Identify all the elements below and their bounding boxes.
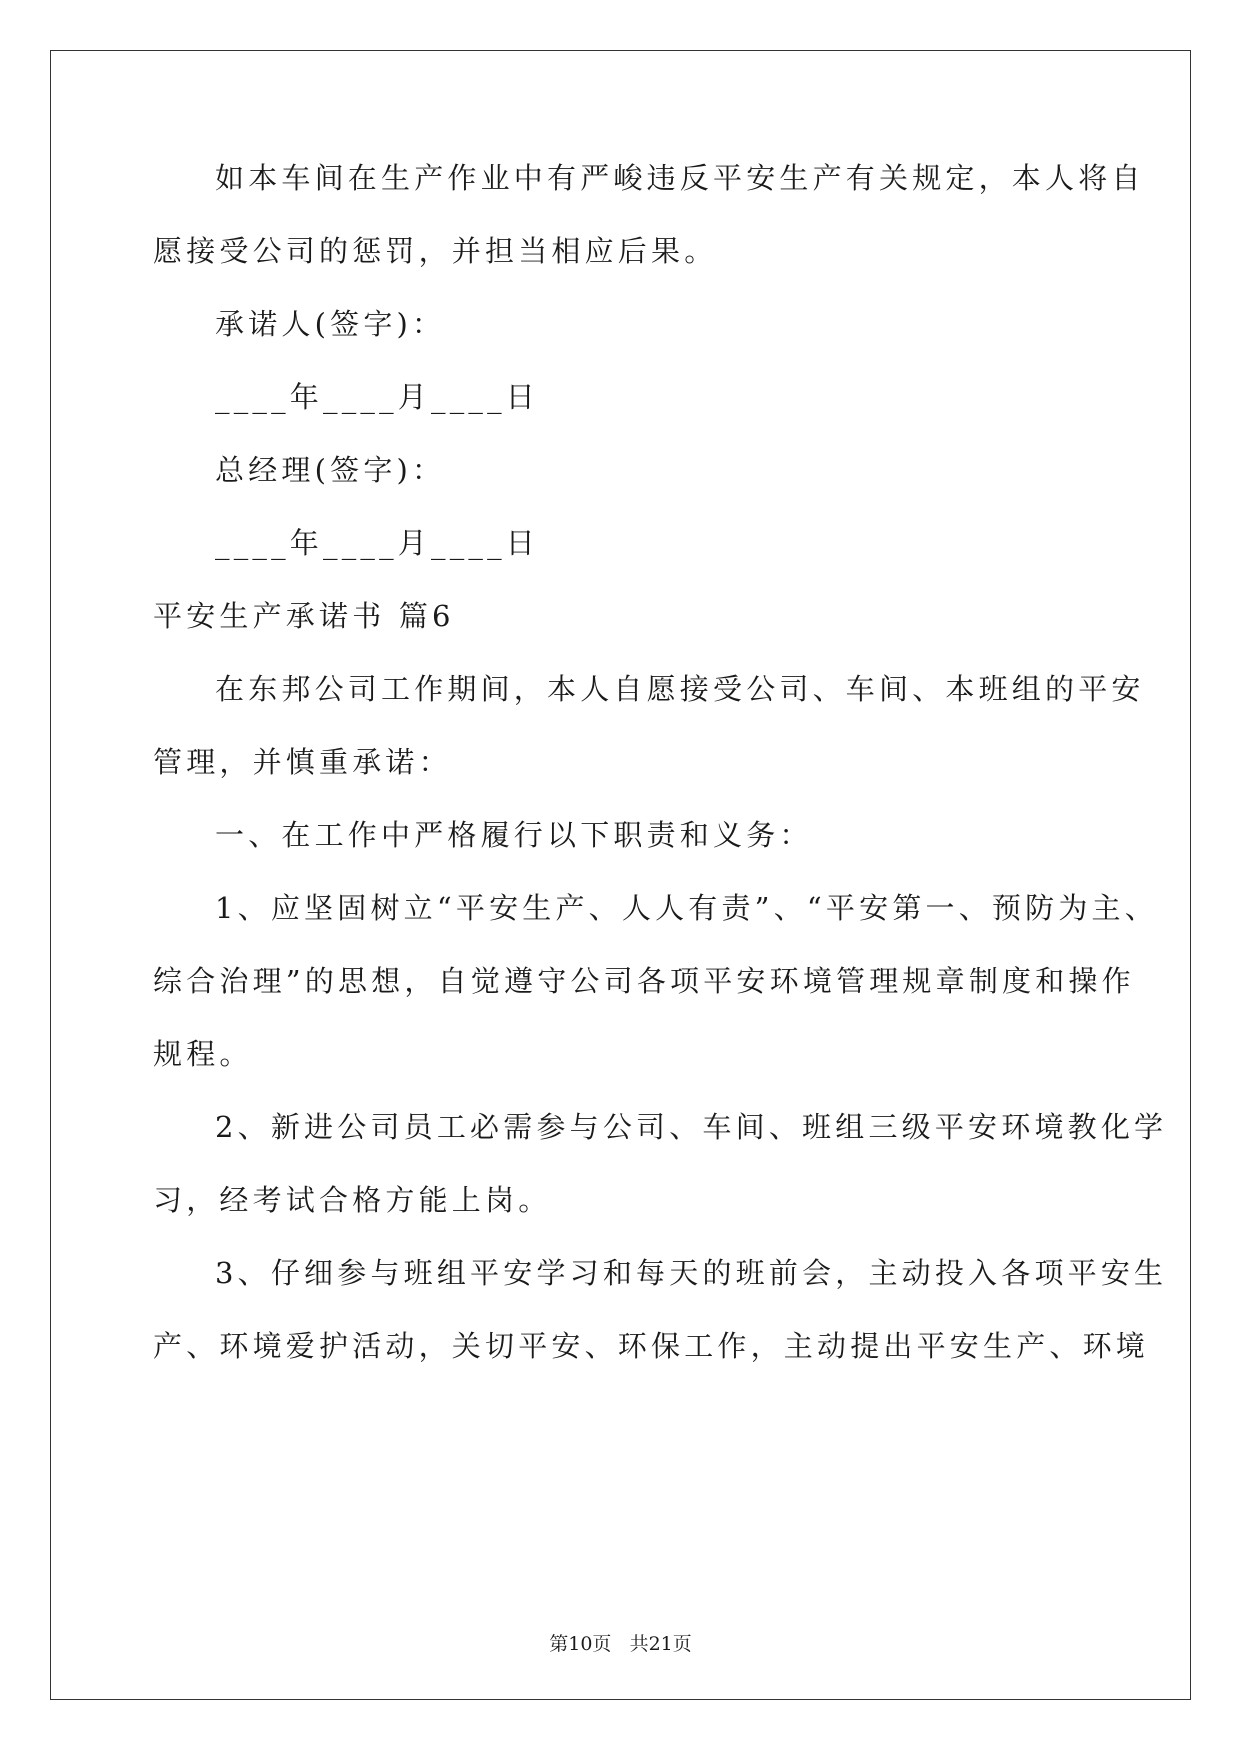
paragraph-line: 2、新进公司员工必需参与公司、车间、班组三级平安环境教化学 [215,1110,1168,1144]
paragraph-line: 3、仔细参与班组平安学习和每天的班前会，主动投入各项平安生 [215,1256,1168,1290]
signature-label-manager: 总经理(签字)： [215,453,446,487]
page-number: 第10页 [549,1633,612,1655]
signature-label-promiser: 承诺人(签字)： [215,307,446,341]
date-line: ____年____月____日 [215,526,540,560]
paragraph-line: 综合治理”的思想，自觉遵守公司各项平安环境管理规章制度和操作 [153,964,1135,998]
paragraph-line: 1、应坚固树立“平安生产、人人有责”、“平安第一、预防为主、 [215,891,1158,925]
page-footer [0,1629,1241,1656]
paragraph-line: 管理，并慎重承诺： [153,745,452,779]
section-heading: 平安生产承诺书 篇6 [153,599,455,633]
page-total: 共21页 [629,1633,692,1655]
paragraph-line: 习，经考试合格方能上岗。 [153,1183,552,1217]
date-line: ____年____月____日 [215,380,540,414]
page-border [50,50,1191,1700]
paragraph-line: 产、环境爱护活动，关切平安、环保工作，主动提出平安生产、环境 [153,1329,1150,1363]
paragraph-line: 在东邦公司工作期间，本人自愿接受公司、车间、本班组的平安 [215,672,1145,706]
paragraph-line: 规程。 [153,1037,253,1071]
paragraph-line: 愿接受公司的惩罚，并担当相应后果。 [153,234,718,268]
paragraph-line: 一、在工作中严格履行以下职责和义务： [215,818,813,852]
paragraph-line: 如本车间在生产作业中有严峻违反平安生产有关规定，本人将自 [215,161,1145,195]
